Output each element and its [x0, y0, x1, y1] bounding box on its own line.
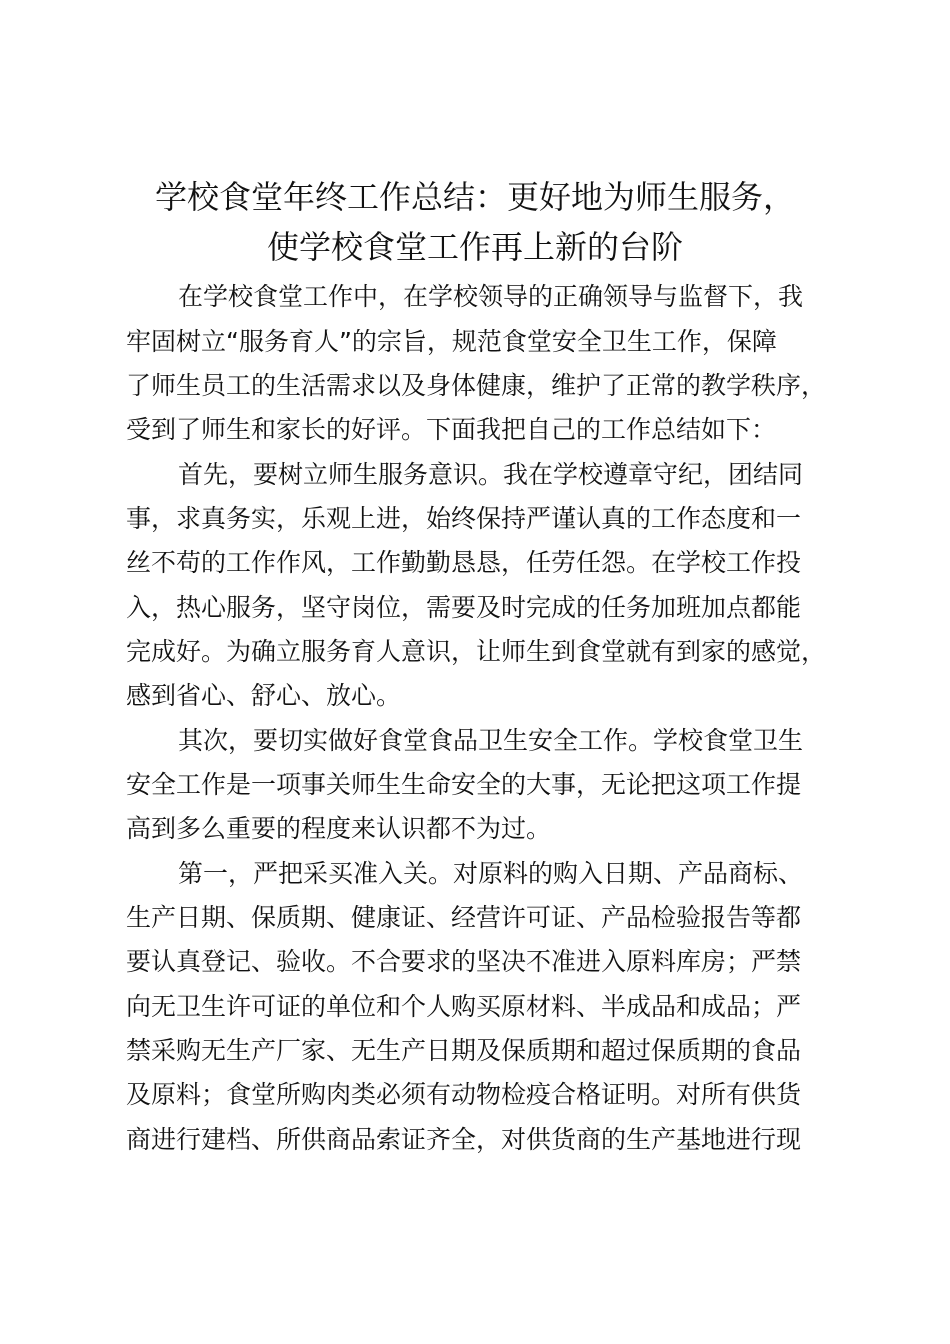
paragraph-2-line-3: 丝不苟的工作作风，工作勤勤恳恳，任劳任怨。在学校工作投 — [126, 548, 802, 577]
paragraph-3-line-2: 安全工作是一项事关师生生命安全的大事，无论把这项工作提 — [126, 770, 802, 799]
paragraph-4-line-2: 生产日期、保质期、健康证、经营许可证、产品检验报告等都 — [126, 903, 802, 932]
document-title-line-2: 使学校食堂工作再上新的台阶 — [266, 228, 683, 266]
document-title-line-1: 学校食堂年终工作总结：更好地为师生服务， — [154, 178, 795, 216]
paragraph-1-line-1: 在学校食堂工作中，在学校领导的正确领导与监督下，我 — [178, 282, 804, 311]
paragraph-2-line-6: 感到省心、舒心、放心。 — [126, 681, 402, 710]
paragraph-4-line-4: 向无卫生许可证的单位和个人购买原材料、半成品和成品；严 — [126, 992, 802, 1021]
paragraph-4-line-5: 禁采购无生产厂家、无生产日期及保质期和超过保质期的食品 — [126, 1036, 802, 1065]
paragraph-2-line-5: 完成好。为确立服务育人意识，让师生到食堂就有到家的感觉， — [126, 637, 827, 666]
paragraph-3-line-3: 高到多么重要的程度来认识都不为过。 — [126, 814, 552, 843]
paragraph-2-line-1: 首先，要树立师生服务意识。我在学校遵章守纪，团结同 — [178, 460, 804, 489]
paragraph-4-line-7: 商进行建档、所供商品索证齐全，对供货商的生产基地进行现 — [126, 1125, 802, 1154]
paragraph-1-line-3: 了师生员工的生活需求以及身体健康，维护了正常的教学秩序， — [126, 371, 827, 400]
paragraph-2-line-2: 事，求真务实，乐观上进，始终保持严谨认真的工作态度和一 — [126, 504, 802, 533]
paragraph-1-line-2: 牢固树立“服务育人”的宗旨，规范食堂安全卫生工作，保障 — [126, 327, 777, 356]
paragraph-2-line-4: 入，热心服务，坚守岗位，需要及时完成的任务加班加点都能 — [126, 593, 802, 622]
paragraph-4-line-1: 第一，严把采买准入关。对原料的购入日期、产品商标、 — [178, 859, 804, 888]
paragraph-3-line-1: 其次，要切实做好食堂食品卫生安全工作。学校食堂卫生 — [178, 726, 804, 755]
paragraph-4-line-6: 及原料；食堂所购肉类必须有动物检疫合格证明。对所有供货 — [126, 1080, 802, 1109]
paragraph-4-line-3: 要认真登记、验收。不合要求的坚决不准进入原料库房；严禁 — [126, 947, 802, 976]
paragraph-1-line-4: 受到了师生和家长的好评。下面我把自己的工作总结如下： — [126, 415, 777, 444]
